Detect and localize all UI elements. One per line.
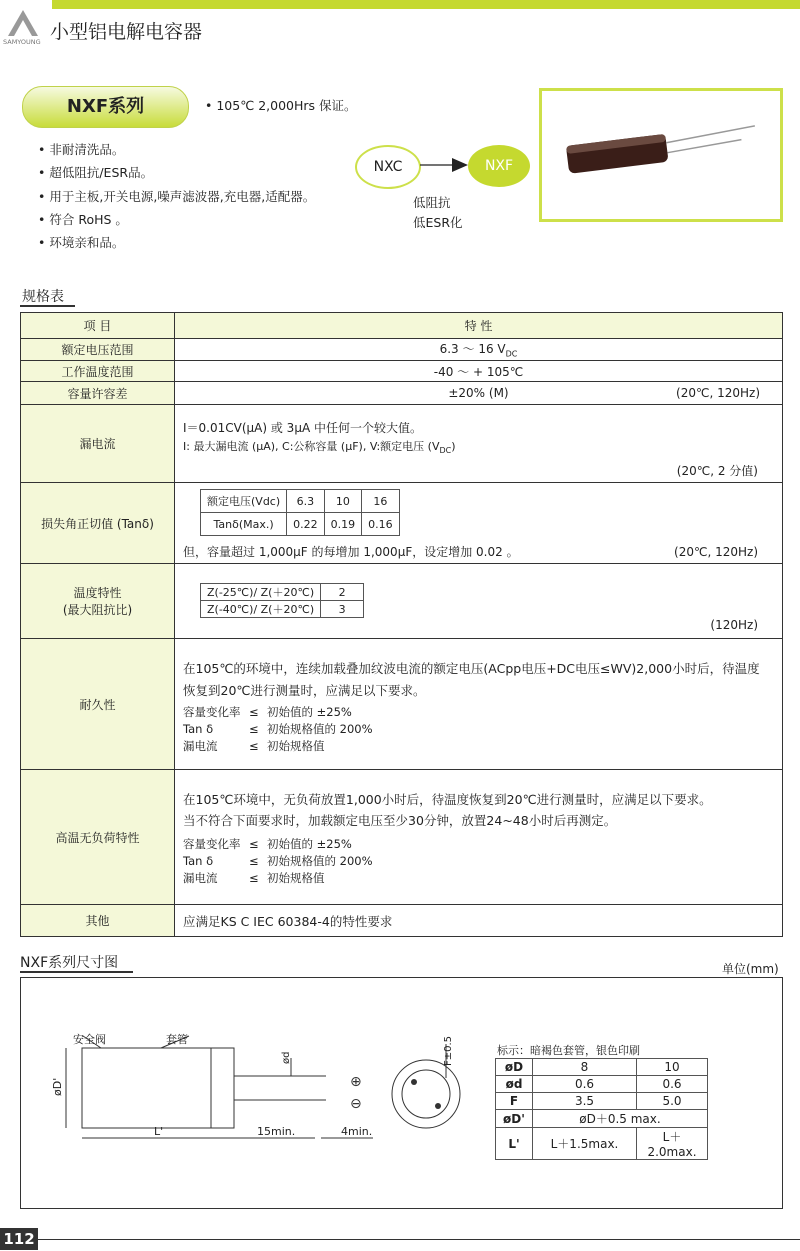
series-badge: NXF系列 (22, 86, 189, 128)
dim-4min-label: 4min. (341, 1125, 373, 1138)
leakage-label: 漏电流 (21, 405, 175, 483)
tolerance-cell: ±20% (M) (20℃, 120Hz) (175, 382, 783, 405)
feature-3: • 用于主板,开关电源,噪声滤波器,充电器,适配器。 (38, 189, 316, 204)
page-title: 小型铝电解电容器 (50, 21, 203, 43)
impedance-ratio-table: Z(-25℃)/ Z(＋20℃) 2 Z(-40℃)/ Z(＋20℃) 3 (200, 583, 364, 618)
endurance-label: 耐久性 (21, 639, 175, 770)
nxf-circle: NXF (468, 145, 530, 187)
page-number: 112 (0, 1228, 38, 1250)
temp-label: 工作温度范围 (21, 361, 175, 382)
spec-section-title: 规格表 (22, 289, 64, 305)
tan-table: 额定电压(Vdc) 6.3 10 16 Tanδ(Max.) 0.22 0.19 0.16 (200, 489, 400, 536)
unit-label: 单位(mm) (722, 962, 779, 976)
svg-text:SAMYOUNG: SAMYOUNG (3, 38, 41, 46)
dim-D-label: øD' (51, 1077, 64, 1096)
temp-char-label: 温度特性 (最大阻抗比) (21, 564, 175, 639)
tan-label: 损失角正切值 (Tanδ) (21, 483, 175, 564)
tan-cell: 额定电压(Vdc) 6.3 10 16 Tanδ(Max.) 0.22 0.19 0.16 但，容量超过 1,000μF 的每增加 1,000μF，设定增加 0.02 。 (20℃, 120Hz) (175, 483, 783, 564)
voltage-label: 额定电压范围 (21, 339, 175, 361)
voltage-cell: 6.3 ～ 16 $V_{DC}$ (175, 339, 783, 361)
nxc-circle: NXC (355, 145, 421, 189)
shelf-life-cell: 在105℃环境中，无负荷放置1,000小时后，待温度恢复到20℃进行测量时，应满足以下要求。 当不符合下面要求时，加载额定电压至少30分钟，放置24~48小时后再测定。 容量变化率 ≤ 初始值的 ±25% Tan δ ≤ 初始规格值的 200% 漏电流 ≤ 初始规格值 (175, 770, 783, 905)
dim-L-label: L' (154, 1125, 164, 1138)
top-accent-bar (52, 0, 800, 9)
dimension-box (20, 977, 783, 1209)
shelf-life-label: 高温无负荷特性 (21, 770, 175, 905)
arrow-icon (420, 155, 470, 175)
svg-text:⊕: ⊕ (350, 1074, 362, 1090)
low-impedance-note: 低阻抗 (413, 195, 451, 210)
dim-d-label: ød (281, 1051, 292, 1064)
dimension-section-title: NXF系列尺寸图 (20, 955, 119, 971)
feature-5: • 环境亲和品。 (38, 235, 125, 250)
feature-4: • 符合 RoHS 。 (38, 212, 128, 227)
leakage-cell: I＝0.01CV(μA) 或 3μA 中任何一个较大值。 I: 最大漏电流 (μA), C:公称容量 (μF), V:额定电压 $(V_{DC})$ (20℃, 2 分值) (175, 405, 783, 483)
low-esr-note: 低ESR化 (413, 215, 463, 230)
temp-value: -40 ～ + 105℃ (175, 361, 783, 382)
tolerance-label: 容量许容差 (21, 382, 175, 405)
other-label: 其他 (21, 905, 175, 937)
dimension-table: øD 8 10 ød 0.6 0.6 F 3.5 5.0 øD' øD＋0.5 max. L' L＋1.5max. L＋2.0max. (495, 1058, 708, 1160)
product-photo (539, 88, 783, 222)
dim-15min-label: 15min. (257, 1125, 296, 1138)
other-value: 应满足KS C IEC 60384-4的特性要求 (175, 905, 783, 937)
temp-char-cell: Z(-25℃)/ Z(＋20℃) 2 Z(-40℃)/ Z(＋20℃) 3 (120Hz) (175, 564, 783, 639)
endurance-cell: 在105℃的环境中，连续加载叠加纹波电流的额定电压(ACpp电压+DC电压≤WV)2,000小时后，待温度 恢复到20℃进行测量时，应满足以下要求。 容量变化率 ≤ 初始值的 ±25% Tan δ ≤ 初始规格值的 200% 漏电流 ≤ 初始规格值 (175, 639, 783, 770)
marking-note: 标示：暗褐色套管，银色印刷 (497, 1044, 640, 1057)
header-char: 特 性 (175, 313, 783, 339)
feature-1: • 非耐清洗品。 (38, 142, 125, 157)
safety-valve-label: 安全阀 (73, 1033, 106, 1046)
feature-2: • 超低阻抗/ESR品。 (38, 165, 154, 180)
sleeve-label: 套管 (166, 1033, 188, 1046)
header-item: 项 目 (21, 313, 175, 339)
dim-F-label: F±0.5 (443, 1035, 454, 1066)
main-feature: • 105℃ 2,000Hrs 保证。 (205, 98, 357, 113)
spec-table (20, 312, 783, 937)
svg-text:⊖: ⊖ (350, 1096, 362, 1112)
samyoung-logo (2, 6, 44, 46)
